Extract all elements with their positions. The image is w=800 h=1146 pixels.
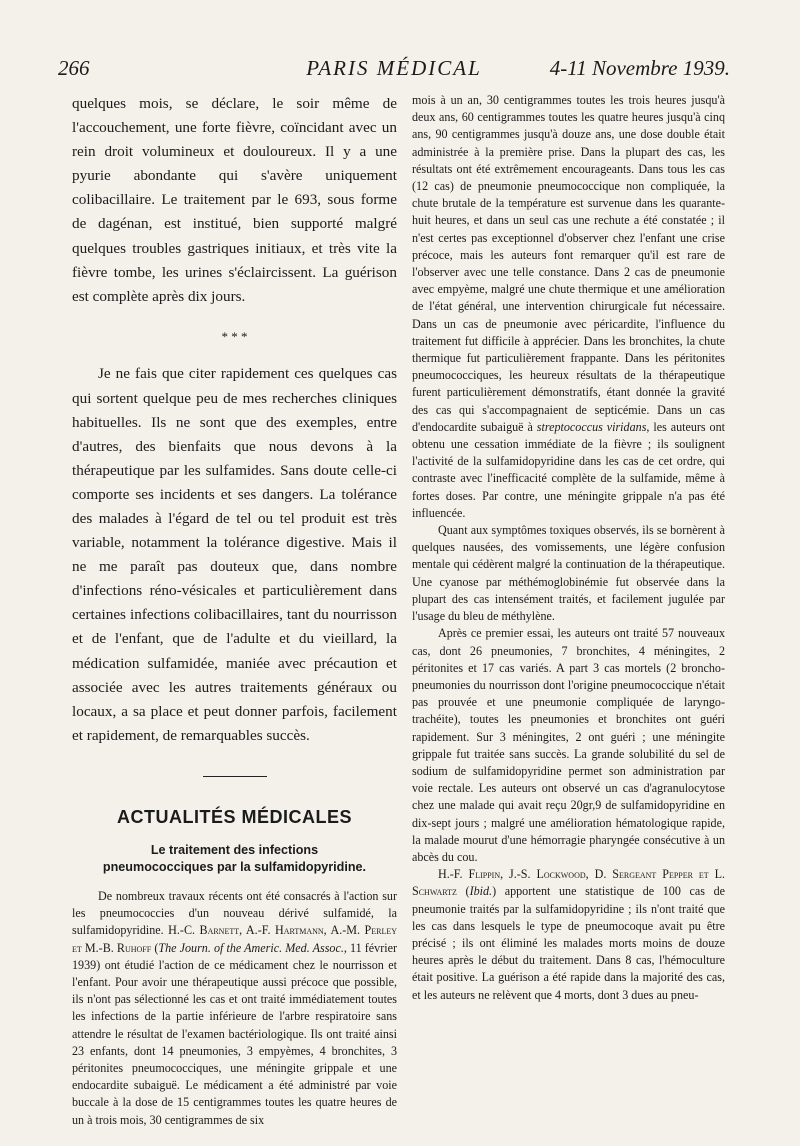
article-title-line-1: Le traitement des infections — [150, 842, 319, 857]
right-column — [412, 92, 725, 1004]
right-text-a: mois à un an, 30 centigrammes toutes les trois heures jusqu'à deux ans, 60 centigrammes toutes les quatre heures jusqu'à cinq ans, 90 centigrammes jusqu'à douze ans, une dose double était administrée à la première prise. Dans la plupart des cas, les résultats ont été extrêmement encourageants. Dans tous les cas (12 cas) de pneumonie pneumococcique non compliquée, la chute brutale de la température est survenue dans les quarante-huit heures, et dans un seul cas une rechute a été constatée ; il n'est certes pas exceptionnel d'observer chez l'enfant une crise précoce, mais les auteurs font remarquer qu'il est rare de l'observer avec une telle constance. Dans 2 cas de pneumonie avec empyème, malgré une chute thermique et une amélioration de l'état général, une intervention chirurgicale fut nécessaire. Dans un cas de pneumonie avec péricardite, l'influence du traitement fut difficile à apprécier. Dans les bronchites, la chute thermique fut particulièrement frappante. Dans les péritonites pneumococciques, les heureux résultats de la thérapeutique furent particulièrement démonstratifs, étant donnée la gravité des cas qui s'accompagnaient de septicémie. Dans un cas d'endocardite subaiguë à — [412, 93, 725, 434]
page-header — [58, 56, 730, 86]
right-paragraph-3: Après ce premier essai, les auteurs ont traité 57 nouveaux cas, dont 26 pneumonies, 7 bronchites, 4 méningites, 2 péritonites et 17 cas variés. A part 3 cas mortels (2 broncho-pneumonies du nourrisson dont l'origine pneumococcique n'était pas prouvée et une pneumonie compliquée de laryngo-trachéite), toutes les pneumonies et bronchites ont guéri rapidement. Sur 3 méningites, 2 ont guéri ; une méningite grippale fut traitée sans succès. La grande solubilité du sel de sodium de sulfamidopyridine permet son administration par voie rectale. Les auteurs ont observé un cas d'agranulocytose chez une malade qui avait reçu 20gr,9 de sulfamidopyridine en dix-sept jours ; malgré une amélioration hématologique rapide, la malade mourut d'une hémorragie pharyngée consécutive à un abcès du cou. — [412, 626, 725, 864]
journal-title: PARIS MÉDICAL — [306, 56, 482, 80]
right-text-c: ) apportent une statistique de 100 cas de pneumonie traités par la sulfamidopyridine ; ils n'ont traité que les cas dans lesquels le type de pneumocoque avait pu être précisé ; ils ont éliminé les malades morts moins de douze heures après le début du traitement. Dans 8 cas, l'hémoculture était positive. La guérison a été rapide dans la majorité des cas, et les auteurs ne relèvent que 4 morts, dont 3 dues au pneu- — [412, 884, 725, 1002]
section-rule — [203, 776, 267, 777]
section-title: ACTUALITÉS MÉDICALES — [117, 806, 352, 827]
journal-reference-1: The Journ. of the Americ. Med. Assoc. — [158, 940, 344, 955]
left-paragraph-1: quelques mois, se déclare, le soir même de l'accouchement, une forte fièvre, coïncidant avec un rein droit volumineux et douloureux. Il y a une pyurie abondante qui s'avère uniquement colibacillaire. Le traitement par le 693, sous forme de dagénan, est institué, bien supporté malgré quelques troubles gastriques initiaux, et très vite la fièvre tombe, les urines s'éclaircissent. La guérison est complète après dix jours. — [72, 95, 397, 305]
right-paragraph-2: Quant aux symptômes toxiques observés, ils se bornèrent à quelques nausées, des vomissements, une légère confusion mentale qui cédèrent malgré la continuation de la thérapeutique. Une cyanose par méthémoglobinémie fut observée dans la plupart des cas intensément traités, et facilement jugulée par l'usage du bleu de méthylène. — [412, 523, 725, 624]
right-text-b: , les auteurs ont obtenu une cessation immédiate de la fièvre ; ils soulignent l'activité de la sulfamidopyridine dans les cas de cet ordre, qui contraste avec l'inefficacité complète de la sulfamide, même à fortes doses. Par contre, une méningite grippale n'a pas été influencée. — [412, 419, 726, 520]
article-text-b: ont étudié l'action de ce médicament chez le nourrisson et l'enfant. Pour avoir une thérapeutique aussi précoce que possible, ils n'ont pas sélectionné les cas et ont traité immédiatement toutes les infections de la partie inférieure de l'arbre respiratoire sans attendre le résultat de l'examen bactériologique. Ils ont traité ainsi 23 enfants, dont 14 pneumonies, 3 empyèmes, 4 bronchites, 3 péritonites pneumococciques, une méningite grippale et une endocardite subaiguë. Le médicament a été administré par voie buccale à la dose de 15 centigrammes toutes les quatre heures de un à trois mois, 30 centigrammes de six — [72, 957, 397, 1127]
right-paragraph-1 — [412, 92, 725, 522]
article-title-line-2: pneumococciques par la sulfamidopyridine. — [102, 859, 367, 874]
ibid-reference: Ibid. — [469, 884, 493, 899]
article-title — [72, 842, 397, 876]
authors-2: H.-F. Flippin, J.-S. Lockwood, D. Sergeant Pepper et L. Schwartz — [412, 867, 725, 899]
page-number: 266 — [58, 56, 90, 80]
article-text-a: De nombreux travaux récents ont été consacrés à l'action sur les pneumococcies d'un nouveau dérivé sulfamidé, la sulfamidopyridine. H.-C. — [72, 888, 397, 938]
species-name: streptococcus viridans — [536, 419, 647, 434]
authors-1: Barnett, A.-F. Hartmann, A.-M. Perley et M.-B. Ruhoff — [72, 923, 397, 955]
reference-date-1: , 11 février 1939) — [72, 940, 397, 972]
left-paragraph-2: Je ne fais que citer rapidement ces quelques cas qui sortent quelque peu de mes recherches cliniques habituelles. Ils ne sont que des exemples, entre d'autres, des bienfaits que nous devons à la thérapeutique par les sulfamides. Sans doute celle-ci comporte ses incidents et ses dangers. La tolérance des malades à l'égard de tel ou tel produit est très variable, notamment la tolérance digestive. Mais il ne me paraît pas douteux que, dans nombre d'infections réno-vésicales et particulièrement dans certaines infections colibacillaires, tant du nourrisson et de l'enfant, que de l'adulte et du vieillard, la médication sulfamidée, maniée avec précaution et associée avec les autres traitements généraux ou locaux, a sa place et peut donner parfois, facilement et rapidement, de remarquables succès. — [72, 365, 397, 744]
issue-date: 4-11 Novembre 1939. — [549, 56, 730, 80]
left-column — [72, 92, 397, 1129]
section-separator-stars: * * * — [221, 328, 248, 344]
right-paragraph-4: H.-F. Flippin, J.-S. Lockwood, D. Sergeant Pepper et L. Schwartz (Ibid.) apportent une statistique de 100 cas de pneumonie traités par la sulfamidopyridine ; ils n'ont traité que les cas dans lesquels le type de pneumocoque avait pu être précisé ; ils ont éliminé les malades morts moins de douze heures après le début du traitement. Dans 8 cas, l'hémoculture était positive. La guérison a été rapide dans la majorité des cas, et les auteurs ne relèvent que 4 morts, dont 3 dues au pneu- — [412, 867, 725, 1002]
article-paragraph-1: De nombreux travaux récents ont été consacrés à l'action sur les pneumococcies d'un nouveau dérivé sulfamidé, la sulfamidopyridine. H.-C. Barnett, A.-F. Hartmann, A.-M. Perley et M.-B. Ruhoff (The Journ. of the Americ. Med. Assoc., 11 février 1939) ont étudié l'action de ce médicament chez le nourrisson et l'enfant. Pour avoir une thérapeutique aussi précoce que possible, ils n'ont pas sélectionné les cas et ont traité immédiatement toutes les infections de la partie inférieure de l'arbre respiratoire sans attendre le résultat de l'examen bactériologique. Ils ont traité ainsi 23 enfants, dont 14 pneumonies, 3 empyèmes, 4 bronchites, 3 péritonites pneumococciques, une méningite grippale et une endocardite subaiguë. Le médicament a été administré par voie buccale à la dose de 15 centigrammes toutes les quatre heures de un à trois mois, 30 centigrammes de six — [72, 888, 397, 1127]
